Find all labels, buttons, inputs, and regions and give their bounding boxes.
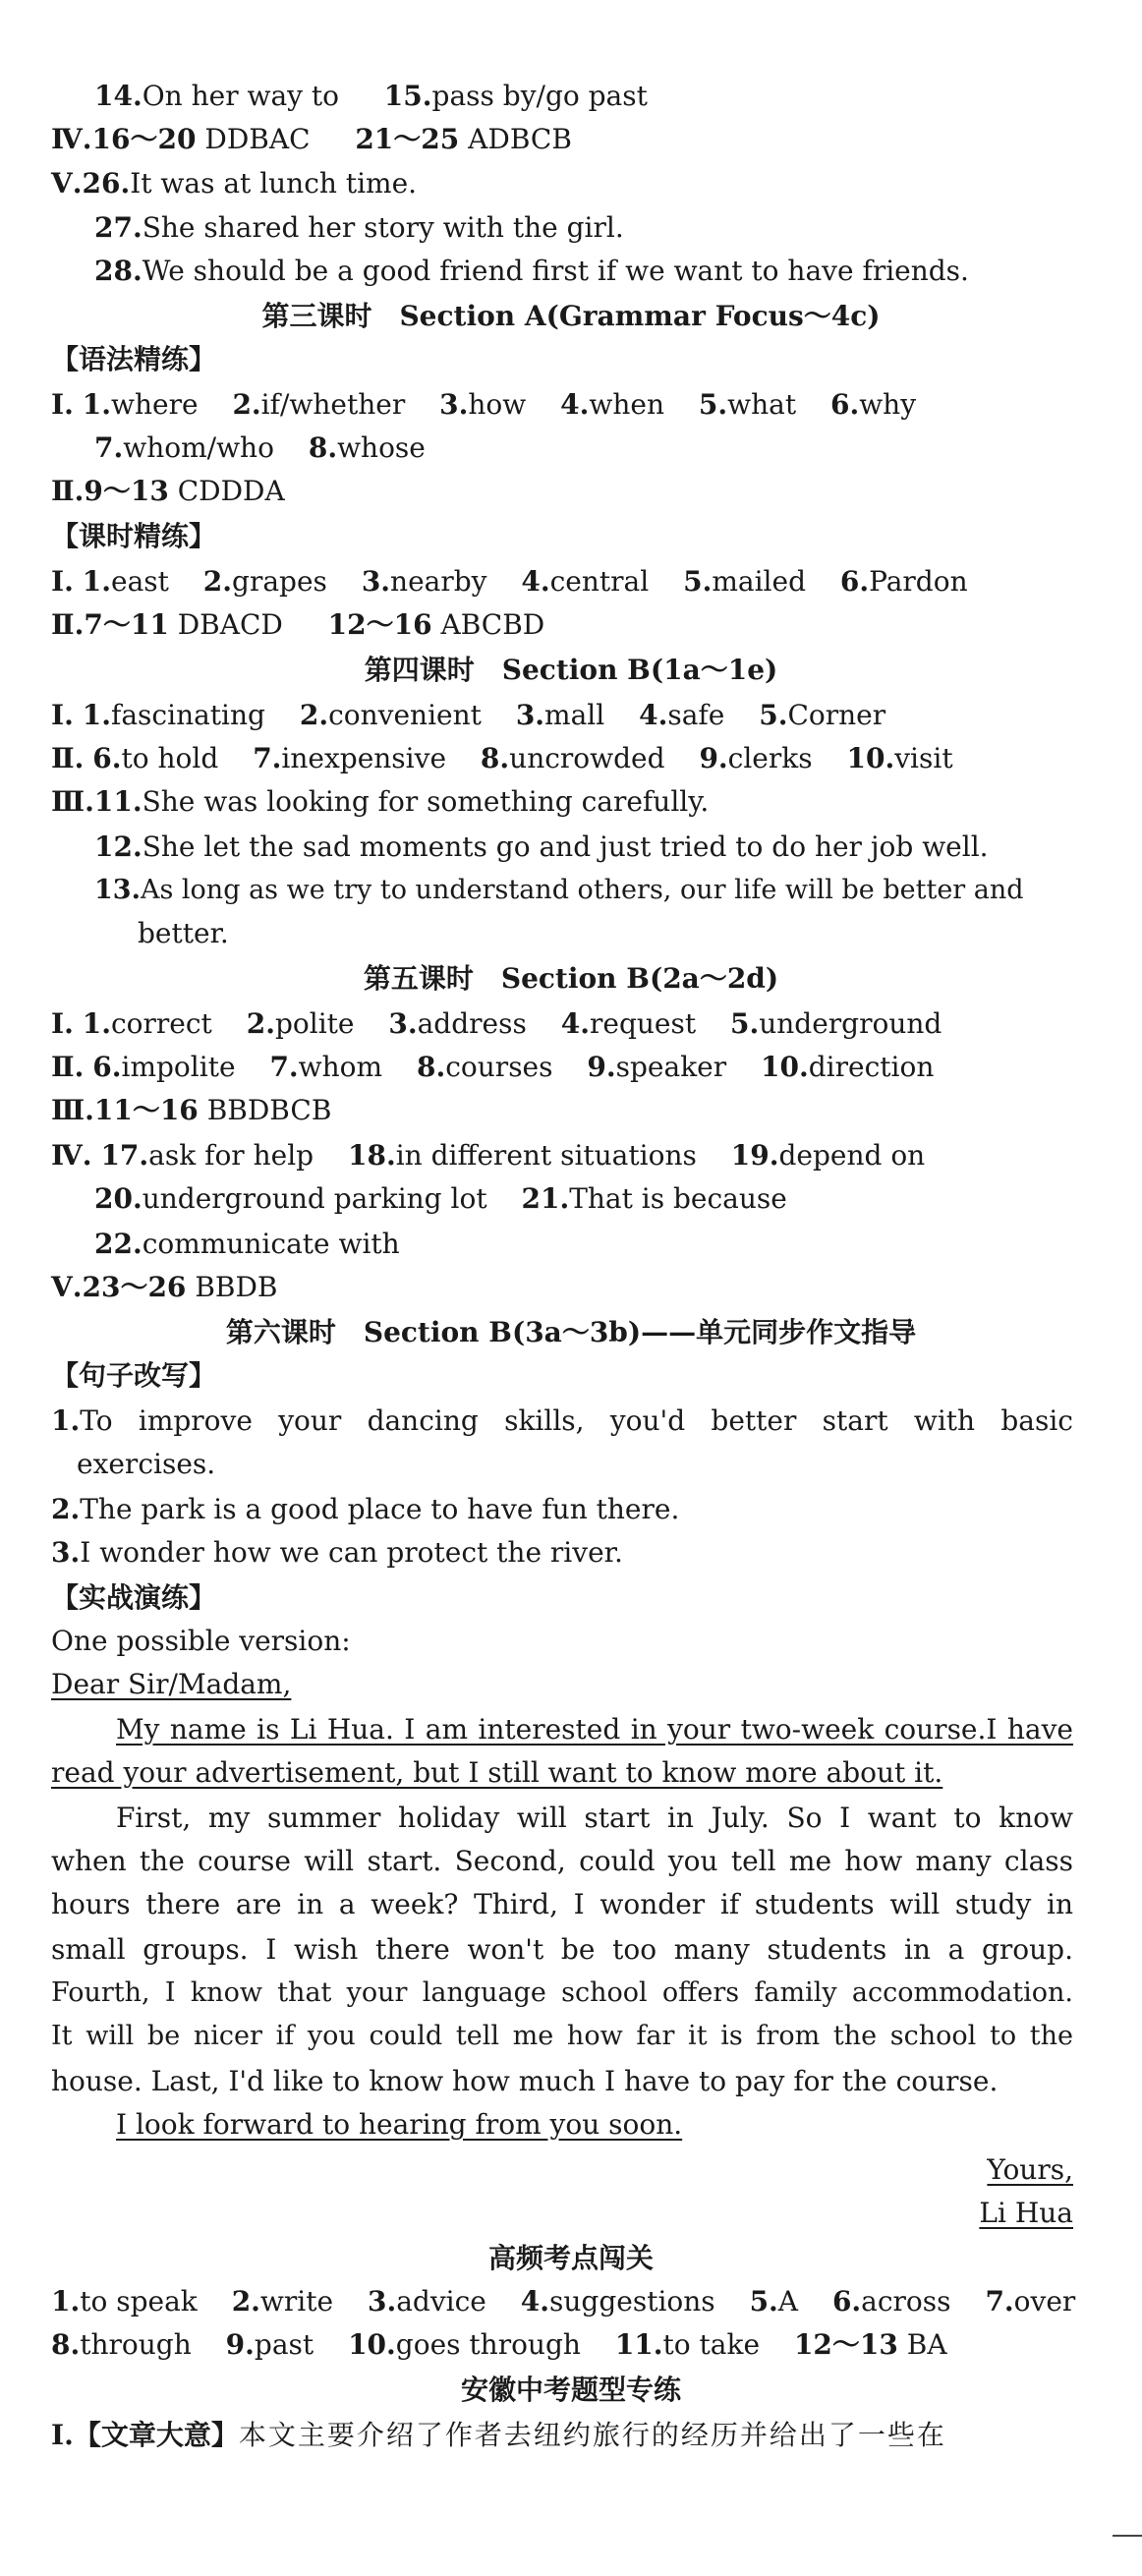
answer-line: Ⅲ.11～16 BBDBCB: [51, 1094, 332, 1126]
answer-line: Ⅳ.16～20 DDBAC 21～25 ADBCB: [51, 123, 572, 155]
answer-line: 8.through 9.past 10.goes through 11.to take 12～13 BA: [51, 2328, 947, 2361]
answer-line: Ⅱ.9～13 CDDDA: [51, 475, 285, 507]
answer-line: Ⅱ.7～11 DBACD 12～16 ABCBD: [51, 608, 545, 641]
letter-body-line: Fourth, I know that your language school offers family accommodation.: [51, 1977, 1073, 2008]
answer-line: 28.We should be a good friend first if we want to have friends.: [94, 255, 969, 287]
answer-line: Ⅲ.11.She was looking for something carefully.: [51, 785, 710, 818]
answer-line: 2.The park is a good place to have fun there.: [51, 1493, 680, 1525]
answer-line: better.: [138, 917, 229, 949]
answer-line: Ⅰ. 1.fascinating 2.convenient 3.mall 4.safe 5.Corner: [51, 699, 886, 731]
subsection-label: 【句子改写】: [51, 1359, 217, 1392]
letter-salutation: Dear Sir/Madam,: [51, 1668, 292, 1700]
answer-line: exercises.: [77, 1448, 216, 1480]
answer-line: 20.underground parking lot 21.That is because: [94, 1182, 787, 1215]
answer-line: 1.to speak 2.write 3.advice 4.suggestions 5.A 6.across 7.over: [51, 2285, 1076, 2318]
answer-line: Ⅰ. 1.correct 2.polite 3.address 4.request 5.underground: [51, 1007, 942, 1040]
letter-signature: Li Hua: [979, 2197, 1073, 2229]
letter-body-line: house. Last, I'd like to know how much I have to pay for the course.: [51, 2065, 999, 2097]
edge-mark: [1113, 2535, 1142, 2537]
letter-body-line: First, my summer holiday will start in July. So I want to know: [116, 1802, 1073, 1834]
letter-body-line: when the course will start. Second, could you tell me how many class: [51, 1845, 1073, 1877]
answer-line: Ⅰ. 1.east 2.grapes 3.nearby 4.central 5.mailed 6.Pardon: [51, 565, 968, 598]
answer-line: 7.whom/who 8.whose: [94, 431, 426, 464]
essay-intro: One possible version:: [51, 1625, 351, 1657]
answer-line: Ⅳ. 17.ask for help 18.in different situations 19.depend on: [51, 1139, 926, 1172]
section-heading: 高频考点闯关: [487, 2242, 654, 2274]
section-heading: 安徽中考题型专练: [460, 2374, 681, 2406]
letter-closing-line: I look forward to hearing from you soon.: [116, 2108, 683, 2141]
answer-line: 22.communicate with: [94, 1228, 400, 1260]
section-heading: 第五课时 Section B(2a～2d): [363, 962, 779, 995]
letter-body-line: hours there are in a week? Third, I wonder if students will study in: [51, 1888, 1073, 1920]
answer-line: Ⅴ.23～26 BBDB: [51, 1271, 278, 1303]
answer-line: Ⅱ. 6.to hold 7.inexpensive 8.uncrowded 9.clerks 10.visit: [51, 742, 953, 774]
answer-line: Ⅰ.【文章大意】本文主要介绍了作者去纽约旅行的经历并给出了一些在: [51, 2419, 946, 2451]
letter-body-line: My name is Li Hua. I am interested in your two-week course.I have: [116, 1713, 1073, 1746]
answer-line: 3.I wonder how we can protect the river.: [51, 1536, 623, 1569]
section-heading: 第六课时 Section B(3a～3b)——单元同步作文指导: [225, 1316, 917, 1348]
letter-body-line: read your advertisement, but I still want to know more about it.: [51, 1756, 943, 1789]
answer-line: 14.On her way to 15.pass by/go past: [94, 80, 648, 112]
answer-line: 13.As long as we try to understand others, our life will be better and: [94, 875, 1024, 905]
answer-line: 1.To improve your dancing skills, you'd better start with basic: [51, 1404, 1073, 1437]
subsection-label: 【课时精练】: [51, 520, 217, 552]
answer-line: 27.She shared her story with the girl.: [94, 211, 624, 244]
answer-line: Ⅱ. 6.impolite 7.whom 8.courses 9.speaker 10.direction: [51, 1051, 935, 1083]
answer-line: Ⅰ. 1.where 2.if/whether 3.how 4.when 5.what 6.why: [51, 388, 917, 421]
letter-sign-off: Yours,: [987, 2153, 1073, 2186]
subsection-label: 【语法精练】: [51, 343, 217, 375]
section-heading: 第三课时 Section A(Grammar Focus～4c): [261, 300, 881, 332]
letter-body-line: small groups. I wish there won't be too many students in a group.: [51, 1933, 1073, 1966]
subsection-label: 【实战演练】: [51, 1581, 217, 1614]
answer-line: Ⅴ.26.It was at lunch time.: [51, 167, 418, 200]
answer-line: 12.She let the sad moments go and just tried to do her job well.: [94, 830, 989, 863]
section-heading: 第四课时 Section B(1a～1e): [364, 654, 778, 686]
letter-body-line: It will be nicer if you could tell me how far it is from the school to the: [51, 2021, 1073, 2051]
